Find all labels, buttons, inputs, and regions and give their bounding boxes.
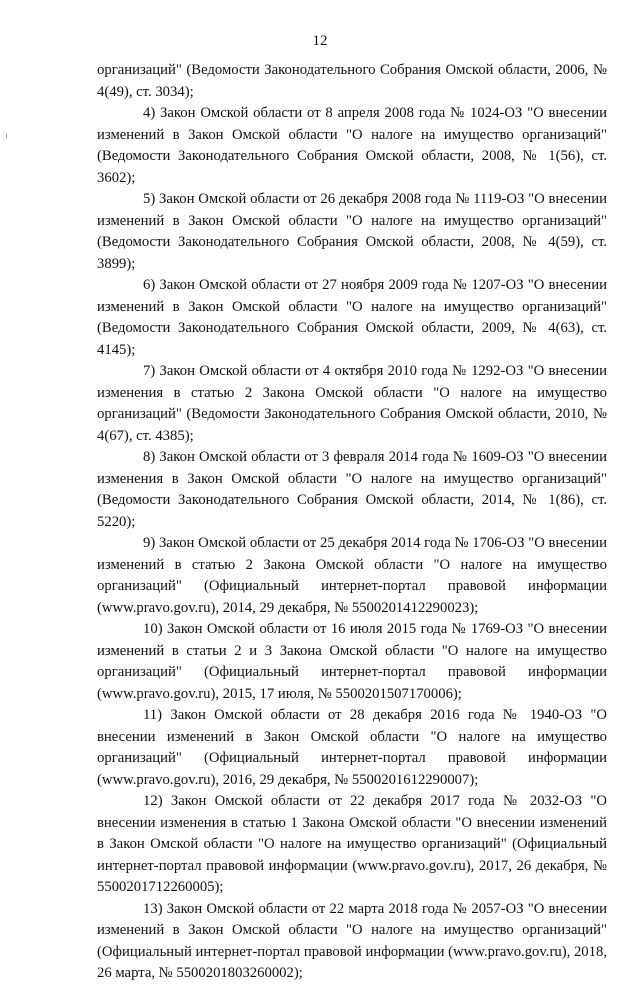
document-body xyxy=(97,60,607,985)
law-item-13: 13) Закон Омской области от 22 марта 2018 года № 2057-ОЗ "О внесении изменений в Закон Омской области "О налоге на имущество организаций" (Официальный интернет-портал правовой информации (www.pravo.gov.ru), 2018, 26 марта, № 5500201803260002); xyxy=(97,900,607,981)
page-number: 12 xyxy=(312,33,328,49)
paragraph-continuation: организаций" (Ведомости Законодательного Собрания Омской области, 2006, № 4(49), ст. 3034); xyxy=(97,62,607,100)
law-item-9: 9) Закон Омской области от 25 декабря 2014 года № 1706-ОЗ "О внесении изменений в статью 2 Закона Омской области "О налоге на имущество организаций" (Официальный интернет-портал правовой информации (www.pravo.gov.ru), 2014, 29 декабря, № 5500201412290023); xyxy=(97,535,607,616)
law-item-11: 11) Закон Омской области от 28 декабря 2016 года № 1940-ОЗ "О внесении изменений в Закон Омской области "О налоге на имущество организаций" (Официальный интернет-портал правовой информации (www.pravo.gov.ru), 2016, 29 декабря, № 5500201612290007); xyxy=(97,707,607,788)
law-item-5: 5) Закон Омской области от 26 декабря 2008 года № 1119-ОЗ "О внесении изменений в Закон Омской области "О налоге на имущество организаций" (Ведомости Законодательного Собрания Омской области, 2008, № 4(59), ст. 3899); xyxy=(97,191,607,272)
law-item-8: 8) Закон Омской области от 3 февраля 2014 года № 1609-ОЗ "О внесении изменения в Закон Омской области "О налоге на имущество организаций" (Ведомости Законодательного Собрания Омской области, 2014, № 1(86), ст. 5220); xyxy=(97,449,607,530)
law-item-7: 7) Закон Омской области от 4 октября 2010 года № 1292-ОЗ "О внесении изменения в статью 2 Закона Омской области "О налоге на имущество организаций" (Ведомости Законодательного Собрания Омской области, 2010, № 4(67), ст. 4385); xyxy=(97,363,607,444)
margin-mark xyxy=(6,134,7,138)
law-item-4: 4) Закон Омской области от 8 апреля 2008 года № 1024-ОЗ "О внесении изменений в Закон Омской области "О налоге на имущество организаций" (Ведомости Законодательного Собрания Омской области, 2008, № 1(56), ст. 3602); xyxy=(97,105,607,186)
law-item-10: 10) Закон Омской области от 16 июля 2015 года № 1769-ОЗ "О внесении изменений в статьи 2 и 3 Закона Омской области "О налоге на имущество организаций" (Официальный интернет-портал правовой информации (www.pravo.gov.ru), 2015, 17 июля, № 5500201507170006); xyxy=(97,621,607,702)
law-item-12: 12) Закон Омской области от 22 декабря 2017 года № 2032-ОЗ "О внесении изменения в статью 1 Закона Омской области "О внесении изменений в Закон Омской области "О налоге на имущество организаций" (Официальный интернет-портал правовой информации (www.pravo.gov.ru), 2017, 26 декабря, № 5500201712260005); xyxy=(97,793,607,895)
law-item-6: 6) Закон Омской области от 27 ноября 2009 года № 1207-ОЗ "О внесении изменений в Закон Омской области "О налоге на имущество организаций" (Ведомости Законодательного Собрания Омской области, 2009, № 4(63), ст. 4145); xyxy=(97,277,607,358)
